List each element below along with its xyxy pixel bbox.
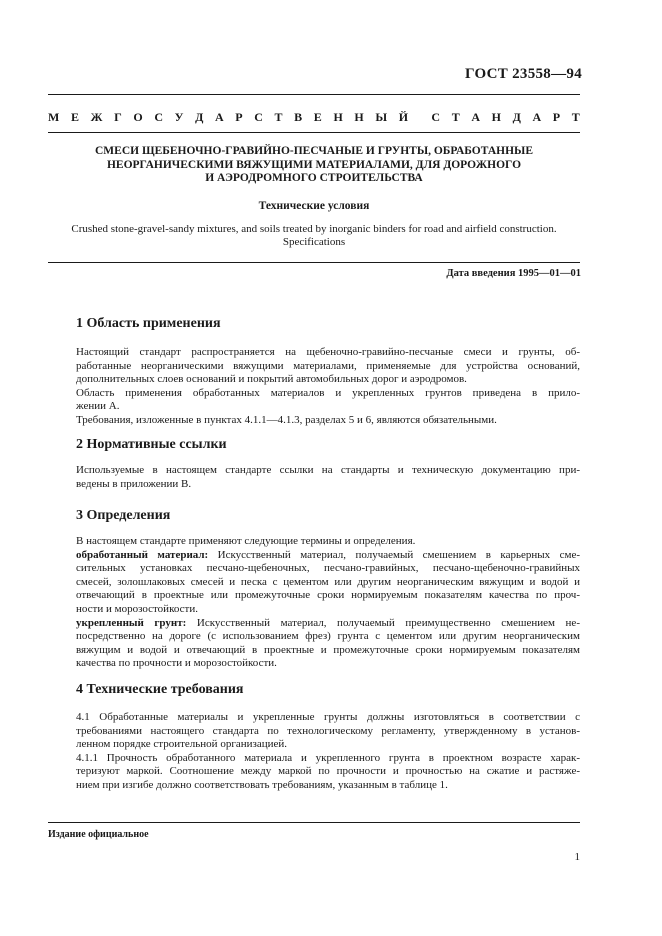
- text-line: жении А.: [76, 400, 120, 413]
- interstate-letter: Е: [313, 110, 322, 124]
- interstate-letter: У: [174, 110, 184, 124]
- interstate-letter: Д: [195, 110, 204, 124]
- interstate-letter: С: [154, 110, 163, 124]
- text-line: ности и морозостойкости.: [76, 602, 198, 615]
- text-line: посредственно на дороге (с использованием фрез) грунта с цементом или другим неорганическим: [76, 630, 580, 643]
- interstate-letter: Р: [235, 110, 243, 124]
- title-line: НЕОРГАНИЧЕСКИМИ ВЯЖУЩИМИ МАТЕРИАЛАМИ, ДЛЯ ДОРОЖНОГО: [106, 158, 522, 171]
- interstate-rule: [48, 132, 580, 133]
- text-line: дополнительных слоев оснований и покрытий автомобильных дорог и аэродромов.: [76, 373, 467, 386]
- interstate-letter: Т: [451, 110, 460, 124]
- section-heading: 4 Технические требования: [76, 682, 244, 697]
- text-line: ведены в приложении В.: [76, 477, 192, 490]
- interstate-letter: О: [133, 110, 143, 124]
- text-line: нием при изгибе должно соответствовать требованиям, указанным в таблице 1.: [76, 778, 448, 791]
- section-heading: 3 Определения: [76, 508, 171, 523]
- section-heading: 2 Нормативные ссылки: [76, 437, 227, 452]
- interstate-letter: Н: [354, 110, 364, 124]
- text-line: В настоящем стандарте применяют следующие термины и определения.: [76, 535, 416, 547]
- interstate-letter: А: [532, 110, 542, 124]
- title-line: И АЭРОДРОМНОГО СТРОИТЕЛЬСТВА: [205, 172, 423, 184]
- text-line: работанные неорганическими вяжущими материалами, применяемые для устройства оснований,: [76, 359, 580, 372]
- interstate-letter: Ы: [375, 110, 388, 124]
- date-rule: [48, 262, 580, 263]
- interstate-letter: С: [431, 110, 441, 124]
- section-body: [76, 464, 580, 491]
- text-line: смесей, золошлаковых смесей и песка с цементом или другим неорганическим вяжущим и водой и: [76, 575, 580, 588]
- text-line: сительных установках песчано-щебеночных, песчано-гравийных, песчано-щебеночно-гравийных: [76, 562, 580, 575]
- interstate-standard-heading: [48, 110, 580, 125]
- english-title-line: Specifications: [282, 236, 346, 248]
- footer-rule: [48, 822, 580, 823]
- english-title: [48, 223, 580, 249]
- interstate-letter: В: [294, 110, 303, 124]
- definition-first-line: [76, 549, 580, 563]
- gost-number: ГОСТ 23558—94: [464, 66, 582, 82]
- interstate-letter: А: [471, 110, 480, 124]
- introduction-date: Дата введения 1995—01—01: [446, 268, 581, 279]
- interstate-letter: Н: [333, 110, 343, 124]
- interstate-letter: С: [254, 110, 263, 124]
- interstate-letter: А: [214, 110, 224, 124]
- text-line: Область применения обработанных материалов и укрепленных грунтов приведена в прило-: [76, 386, 580, 399]
- title-line: СМЕСИ ЩЕБЕНОЧНО-ГРАВИЙНО-ПЕСЧАНЫЕ И ГРУНТЫ, ОБРАБОТАННЫЕ: [94, 145, 533, 157]
- document-title: [48, 145, 580, 186]
- defined-term: укрепленный грунт:: [76, 616, 187, 629]
- top-rule: [48, 94, 580, 95]
- section-body: [76, 346, 580, 428]
- section-body: [76, 711, 580, 793]
- text-line: 4.1 Обработанные материалы и укрепленные грунты должны изготовляться в соответствии с: [76, 711, 580, 723]
- document-subtitle: Технические условия: [258, 200, 370, 212]
- interstate-letter: Д: [512, 110, 521, 124]
- text-line: Настоящий стандарт распространяется на щебеночно-гравийно-песчаные смеси и грунты, об-: [76, 346, 580, 358]
- section-body: [76, 535, 580, 671]
- definition-text: Искусственный материал, получаемый смешением в карьерных сме-: [208, 548, 580, 561]
- interstate-letter: Т: [571, 110, 580, 124]
- text-line: 4.1.1 Прочность обработанного материала и укрепленного грунта в проектном возрасте харак-: [76, 751, 580, 764]
- defined-term: обработанный материал:: [76, 548, 209, 561]
- text-line: ленном порядке строительной организацией.: [76, 738, 288, 751]
- page-number: 1: [574, 851, 580, 863]
- interstate-letter: Н: [491, 110, 501, 124]
- text-line: качества по прочности и морозостойкости.: [76, 657, 277, 670]
- text-line: Требования, изложенные в пунктах 4.1.1—4.1.3, разделах 5 и 6, являются обязательными.: [76, 413, 497, 426]
- text-line: теризуют маркой. Соотношение между маркой по прочности и прочностью на сжатие и растяже-: [76, 765, 580, 778]
- interstate-letter: Г: [114, 110, 122, 124]
- definition-first-line: [76, 617, 580, 631]
- interstate-letter: Ж: [90, 110, 103, 124]
- section-heading: 1 Область применения: [76, 316, 221, 331]
- text-line: отвечающий в проектные или промежуточные сроки нормируемым показателям качества по проч-: [76, 589, 580, 602]
- interstate-letter: М: [48, 110, 60, 124]
- interstate-letter: Р: [552, 110, 561, 124]
- edition-label: Издание официальное: [48, 829, 149, 840]
- interstate-letter: Т: [274, 110, 283, 124]
- text-line: Используемые в настоящем стандарте ссылки на стандарты и техническую документацию при-: [76, 464, 580, 476]
- definition-text: Искусственный материал, получаемый преимущественно смешением не-: [186, 616, 580, 629]
- interstate-letter: Е: [70, 110, 79, 124]
- text-line: требованиями настоящего стандарта по технологическому регламенту, утвержденному в установ-: [76, 724, 580, 737]
- interstate-letter: Й: [398, 110, 409, 124]
- text-line: вяжущим и водой и отвечающий в проектные и промежуточные сроки нормируемым показателям: [76, 643, 580, 656]
- english-title-line: Crushed stone-gravel-sandy mixtures, and soils treated by inorganic binders for road and airfield construction.: [71, 223, 557, 235]
